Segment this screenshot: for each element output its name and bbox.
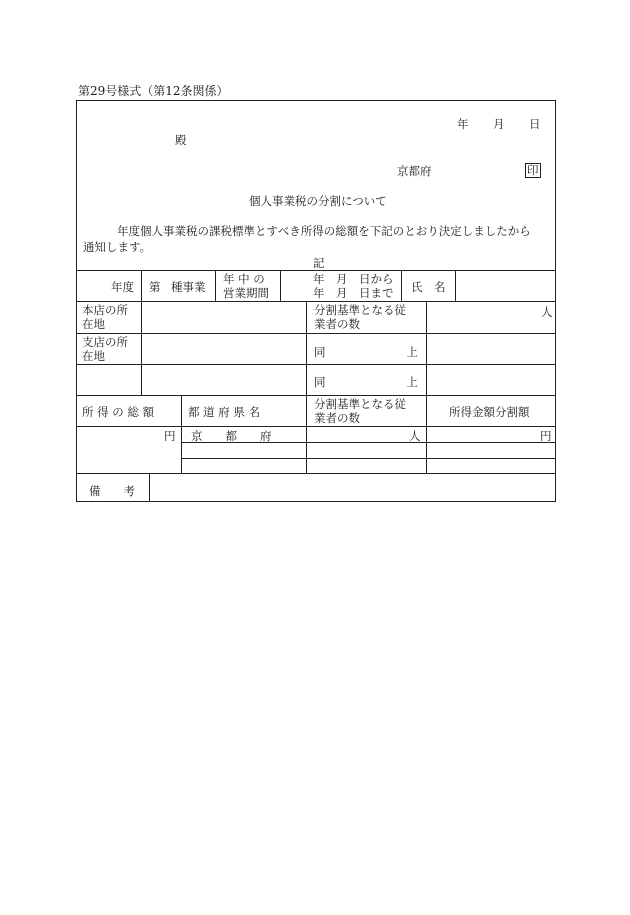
remarks-field[interactable] xyxy=(153,476,551,500)
period-to: 年 月 日まで xyxy=(313,286,394,300)
shu-jigyo-label: 種事業 xyxy=(171,280,206,294)
row-divider xyxy=(77,333,555,334)
row-divider xyxy=(77,395,555,396)
prefecture-name-label: 都 道 府 県 名 xyxy=(188,405,261,419)
body-text-line1: 年度個人事業税の課税標準とすべき所得の総額を下記のとおり決定しましたから xyxy=(117,224,531,238)
ditto-jou: 上 xyxy=(406,345,418,359)
head-office-line1: 本店の所 xyxy=(82,303,128,317)
col-divider xyxy=(280,270,281,301)
ditto-dou: 同 xyxy=(314,345,326,359)
col-divider xyxy=(141,301,142,395)
ditto-jou: 上 xyxy=(406,375,418,389)
allocated-income-label: 所得金額分割額 xyxy=(449,405,530,419)
kyoto-prefecture: 京 都 府 xyxy=(191,429,272,443)
employee-basis-line2: 業者の数 xyxy=(314,317,360,331)
branch-office-label xyxy=(82,335,128,363)
row-divider xyxy=(77,364,555,365)
dai-label: 第 xyxy=(149,280,161,294)
period-from: 年 月 日から xyxy=(313,272,394,286)
employee-basis-label xyxy=(314,303,406,331)
operating-period-label xyxy=(223,272,269,300)
name-field[interactable] xyxy=(459,273,551,297)
name-label: 氏 名 xyxy=(411,280,446,294)
col-divider xyxy=(215,270,216,301)
col-divider xyxy=(455,270,456,301)
ditto-dou: 同 xyxy=(314,375,326,389)
col-divider xyxy=(141,270,142,301)
col-divider xyxy=(306,395,307,473)
col-divider xyxy=(181,395,182,473)
remarks-label: 備 考 xyxy=(89,484,135,498)
col-divider xyxy=(401,270,402,301)
employee-basis-line2: 業者の数 xyxy=(314,411,360,425)
employee-basis-label xyxy=(314,397,406,425)
employee-basis-line1: 分割基準となる従 xyxy=(314,397,406,411)
date-month-label: 月 xyxy=(493,117,505,131)
head-office-label xyxy=(82,303,128,331)
col-divider xyxy=(149,473,150,502)
addressee-honorific: 殿 xyxy=(175,133,187,147)
head-office-address-field[interactable] xyxy=(145,304,303,330)
person-unit: 人 xyxy=(409,429,421,443)
date-day-label: 日 xyxy=(529,117,541,131)
branch-office-line1: 支店の所 xyxy=(82,335,128,349)
employee-basis-line1: 分割基準となる従 xyxy=(314,303,406,317)
body-text-line2: 通知します。 xyxy=(83,240,152,254)
branch-address-field[interactable] xyxy=(145,336,303,362)
issuer-name: 京都府 xyxy=(397,164,432,178)
col-divider xyxy=(306,301,307,395)
row-divider-sub xyxy=(181,458,555,459)
yen-unit: 円 xyxy=(540,429,552,443)
table-top-border xyxy=(77,270,555,271)
nendo-label: 年度 xyxy=(111,280,134,294)
total-income-label: 所 得 の 総 額 xyxy=(82,405,155,419)
branch-office-line2: 在地 xyxy=(82,349,105,363)
notice-form xyxy=(76,100,556,502)
ki-heading: 記 xyxy=(313,256,325,270)
period-range xyxy=(313,272,394,300)
person-unit: 人 xyxy=(541,305,553,319)
col-divider xyxy=(426,301,427,395)
ditto-label xyxy=(314,344,418,360)
seal-mark: 印 xyxy=(527,163,539,177)
ditto-label xyxy=(314,374,418,390)
document-subject: 個人事業税の分割について xyxy=(249,194,387,208)
row-divider xyxy=(77,301,555,302)
operating-period-line2: 営業期間 xyxy=(223,286,269,300)
col-divider xyxy=(426,395,427,473)
head-office-line2: 在地 xyxy=(82,317,105,331)
date-year-label: 年 xyxy=(457,117,469,131)
yen-unit: 円 xyxy=(164,429,176,443)
operating-period-line1: 年 中 の xyxy=(223,272,265,286)
form-title: 第29号様式（第12条関係） xyxy=(78,84,229,98)
row-divider xyxy=(77,426,555,427)
